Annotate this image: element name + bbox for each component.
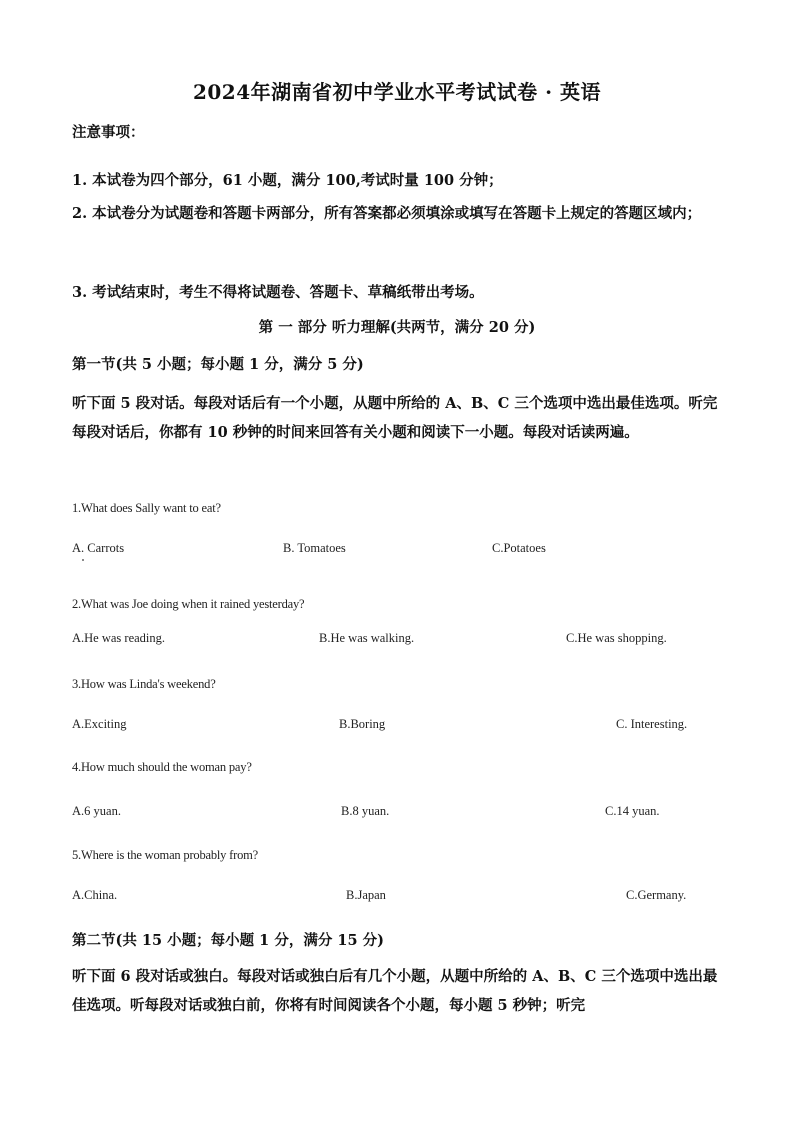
- question-5-option-a: A.China.: [72, 888, 118, 902]
- question-2-option-c: C.He was shopping.: [566, 631, 667, 645]
- question-1-stem: 1.What does Sally want to eat?: [72, 501, 221, 515]
- question-3-option-c: C. Interesting.: [616, 717, 688, 731]
- section1-heading: 第一节(共 5 小题；每小题 1 分，满分 5 分): [72, 356, 364, 373]
- question-3-option-b: B.Boring: [339, 717, 386, 731]
- question-1-option-a: A. Carrots: [72, 541, 125, 555]
- notice-item-3: 3. 考试结束时，考生不得将试题卷、答题卡、草稿纸带出考场。: [72, 284, 484, 301]
- question-4-option-c: C.14 yuan.: [605, 804, 660, 818]
- question-5-option-c: C.Germany.: [626, 888, 687, 902]
- exam-title: 2024年湖南省初中学业水平考试试卷 · 英语: [192, 80, 602, 104]
- question-3-stem: 3.How was Linda's weekend?: [72, 677, 216, 691]
- question-1-option-c: C.Potatoes: [492, 541, 546, 555]
- question-1-option-b: B. Tomatoes: [283, 541, 346, 555]
- section2-instructions: 听下面 6 段对话或独白。每段对话或独白后有几个小题，从题中所给的 A、B、C 三个选项中选出最佳选项。听每段对话或独白前，你将有时间阅读各个小题，每小题 5 秒钟；听完: [72, 968, 718, 1014]
- section2-heading: 第二节(共 15 小题；每小题 1 分，满分 15 分): [72, 932, 384, 949]
- question-4-option-b: B.8 yuan.: [341, 804, 390, 818]
- stray-mark: [82, 559, 84, 561]
- notice-heading: 注意事项：: [72, 124, 145, 141]
- question-5-option-b: B.Japan: [346, 888, 386, 902]
- question-2-option-a: A.He was reading.: [72, 631, 166, 645]
- question-5-stem: 5.Where is the woman probably from?: [72, 848, 258, 862]
- part-heading: 第 一 部分 听力理解(共两节，满分 20 分): [258, 319, 536, 336]
- question-2-option-b: B.He was walking.: [319, 631, 415, 645]
- question-2-stem: 2.What was Joe doing when it rained yesterday?: [72, 597, 305, 611]
- question-4-stem: 4.How much should the woman pay?: [72, 760, 252, 774]
- section1-instructions: 听下面 5 段对话。每段对话后有一个小题，从题中所给的 A、B、C 三个选项中选出最佳选项。听完每段对话后，你都有 10 秒钟的时间来回答有关小题和阅读下一小题。每段对话读两遍。: [72, 395, 718, 441]
- question-3-option-a: A.Exciting: [72, 717, 127, 731]
- question-4-option-a: A.6 yuan.: [72, 804, 121, 818]
- notice-item-2: 2. 本试卷分为试题卷和答题卡两部分，所有答案都必须填涂或填写在答题卡上规定的答题区域内；: [72, 205, 702, 222]
- notice-item-1: 1. 本试卷为四个部分，61 小题，满分 100,考试时量 100 分钟；: [72, 172, 503, 189]
